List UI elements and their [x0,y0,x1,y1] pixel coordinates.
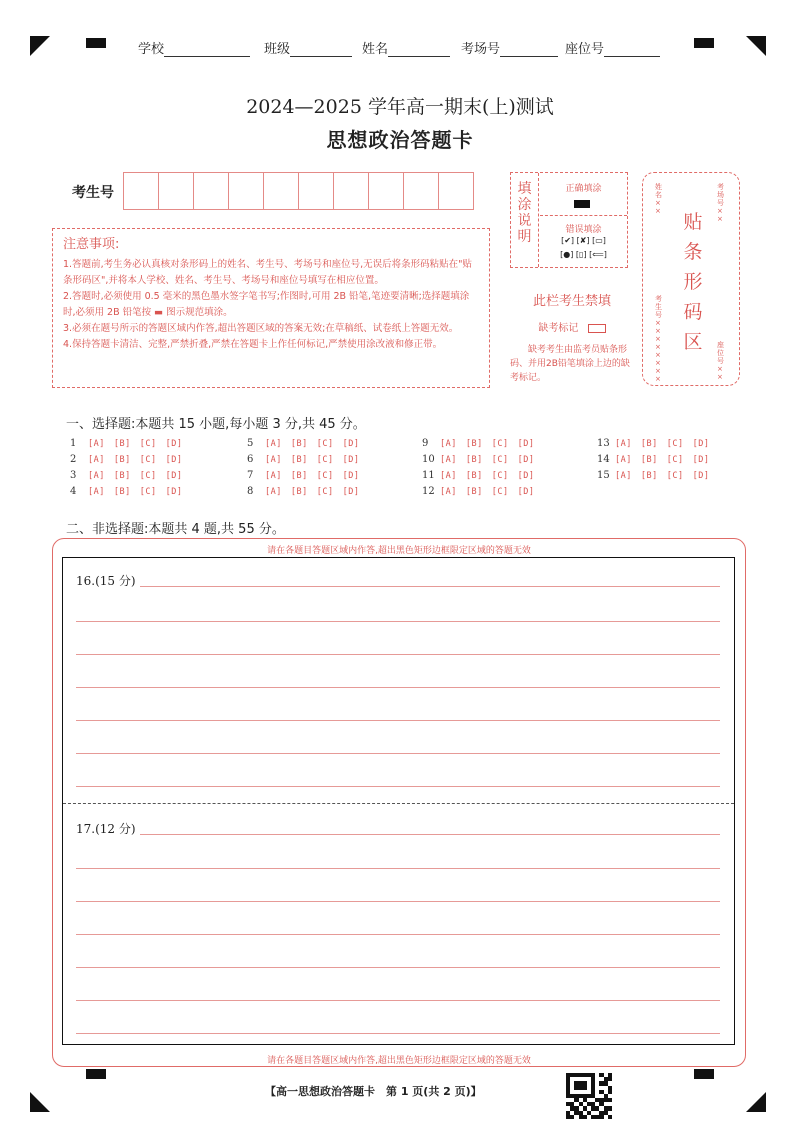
question-number: 8 [247,486,254,497]
choice-bubble[interactable]: [A] [88,487,105,497]
timing-mark [86,38,106,48]
choice-bubble[interactable]: [D] [342,439,360,449]
exam-number-cell[interactable] [298,172,334,210]
choice-bubble[interactable]: [B] [290,471,308,481]
question-number: 9 [422,438,429,449]
choice-question-row [422,454,543,465]
answer-line[interactable] [76,1033,720,1034]
exam-number-grid[interactable] [124,172,474,210]
class-label: 班级 [264,42,291,57]
class-field[interactable] [264,38,352,57]
exam-number-cell[interactable] [158,172,194,210]
choice-bubble[interactable]: [A] [88,455,105,465]
question-number: 5 [247,438,254,449]
notice-item: 3.必须在题号所示的答题区域内作答,超出答题区域的答案无效;在草稿纸、试卷纸上答题无效。 [63,323,459,334]
choice-bubble[interactable]: [D] [517,487,535,497]
notice-item: 4.保持答题卡清洁、完整,严禁折叠,严禁在答题卡上作任何标记,严禁使用涂改液和修正带。 [63,339,443,350]
wrong-fill-samples-row1: [✔] [✘] [▭] [561,236,606,245]
answer-line[interactable] [76,654,720,655]
choice-question-row [422,470,543,481]
school-label: 学校 [138,42,165,57]
fill-guide-side-label: 填涂说明 [511,173,539,267]
choice-bubble[interactable]: [A] [265,471,282,481]
question-number: 14 [597,454,610,465]
choice-bubble[interactable]: [D] [165,487,183,497]
choice-bubble[interactable]: [A] [88,439,105,449]
choice-bubble[interactable]: [B] [113,455,131,465]
choice-question-row [247,454,368,465]
absent-section [510,290,634,385]
timing-mark [694,38,714,48]
question-number: 7 [247,470,254,481]
choice-bubble[interactable]: [B] [465,439,483,449]
choice-bubble[interactable]: [C] [316,455,334,465]
absent-mark-label: 缺考标记 [538,323,579,334]
absent-note: 缺考考生由监考员贴条形码、并用2B铅笔填涂上边的缺考标记。 [510,345,630,383]
absent-mark-row [510,319,634,334]
choice-bubble[interactable]: [A] [440,439,457,449]
choice-bubble[interactable]: [C] [139,471,157,481]
choice-bubble[interactable]: [B] [640,471,658,481]
choice-bubble[interactable]: [C] [666,471,684,481]
choice-bubble[interactable]: [D] [165,439,183,449]
barcode-student-no-tag: 考生号×××××××× [655,295,662,383]
exam-number-cell[interactable] [263,172,299,210]
choice-bubble[interactable]: [B] [640,439,658,449]
choice-bubble[interactable]: [A] [265,455,282,465]
answer-line[interactable] [76,621,720,622]
name-label: 姓名 [362,42,389,57]
choice-bubble[interactable]: [A] [615,455,632,465]
barcode-area-label: 贴条形码区 [683,211,703,353]
section2-title: 二、非选择题:本题共 4 题,共 55 分。 [66,522,285,537]
choice-bubble[interactable]: [C] [491,471,509,481]
choice-question-row [597,454,718,465]
answer-line[interactable] [140,586,720,587]
page-footer: 【高一思想政治答题卡 第 1 页(共 2 页)】 [265,1085,482,1098]
corner-mark-top-right [746,36,766,56]
choice-bubble[interactable]: [B] [113,439,131,449]
corner-mark-bottom-left [30,1092,50,1112]
choice-question-row [247,470,368,481]
school-field[interactable] [138,38,250,57]
choice-bubble[interactable]: [C] [139,487,157,497]
qr-code [566,1073,612,1119]
choice-question-row [247,438,368,449]
corner-mark-bottom-right [746,1092,766,1112]
choice-bubble[interactable]: [C] [491,439,509,449]
choice-bubble[interactable]: [D] [692,471,710,481]
exam-room-label: 考场号 [461,42,501,57]
choice-bubble[interactable]: [C] [491,487,509,497]
choice-question-row [70,438,191,449]
choice-bubble[interactable]: [A] [440,455,457,465]
choice-bubble[interactable]: [D] [342,487,360,497]
choice-question-row [422,486,543,497]
choice-question-row [70,454,191,465]
choice-bubble[interactable]: [B] [465,471,483,481]
answer-line[interactable] [76,720,720,721]
choice-bubble[interactable]: [B] [290,487,308,497]
answer-line[interactable] [76,901,720,902]
question-number: 13 [597,438,610,449]
choice-bubble[interactable]: [D] [517,439,535,449]
choice-bubble[interactable]: [B] [290,455,308,465]
seat-label: 座位号 [565,42,605,57]
question-number: 10 [422,454,435,465]
choice-bubble[interactable]: [A] [615,471,632,481]
correct-fill-sample [574,200,590,208]
choice-bubble[interactable]: [C] [666,455,684,465]
choice-question-row [422,438,543,449]
choice-bubble[interactable]: [A] [88,471,105,481]
answer-line[interactable] [76,753,720,754]
notice-item: 2.答题时,必须使用 0.5 毫米的黑色墨水签字笔书写;作图时,可用 2B 铅笔,笔迹要清晰;选择题填涂时,必须用 2B 铅笔按 ▬ 图示规范填涂。 [63,291,470,318]
answer-line[interactable] [76,687,720,688]
area-warning-top: 请在各题目答题区域内作答,超出黑色矩形边框限定区域的答题无效 [267,546,531,556]
question-number: 2 [70,454,77,465]
answer-line[interactable] [76,786,720,787]
choice-question-row [247,486,368,497]
choice-bubble[interactable]: [C] [139,455,157,465]
fill-guide-box [510,172,628,268]
choice-question-row [597,470,718,481]
barcode-exam-no-tag: 考场号×× [717,183,724,223]
choice-bubble[interactable]: [B] [465,455,483,465]
choice-bubble[interactable]: [D] [165,471,183,481]
exam-number-cell[interactable] [368,172,404,210]
choice-bubble[interactable]: [A] [265,439,282,449]
answer-line[interactable] [76,1000,720,1001]
choice-question-row [70,486,191,497]
answer-line[interactable] [76,934,720,935]
timing-mark [694,1069,714,1079]
question-number: 12 [422,486,435,497]
answer-line[interactable] [140,834,720,835]
choice-bubble[interactable]: [D] [692,455,710,465]
seat-field[interactable] [565,38,660,57]
question-number: 6 [247,454,254,465]
choice-bubble[interactable]: [B] [465,487,483,497]
barcode-seat-tag: 座位号×× [717,341,724,381]
exam-number-cell[interactable] [438,172,474,210]
name-field[interactable] [362,38,450,57]
answer-line[interactable] [76,967,720,968]
barcode-name-tag: 姓名×× [655,183,662,215]
correct-fill-label: 正确填涂 [565,184,602,194]
choice-bubble[interactable]: [B] [290,439,308,449]
page-subtitle: 思想政治答题卡 [326,128,474,152]
question-number: 1 [70,438,77,449]
exam-number-cell[interactable] [403,172,439,210]
exam-number-cell[interactable] [123,172,159,210]
choice-bubble[interactable]: [A] [440,471,457,481]
exam-number-cell[interactable] [193,172,229,210]
corner-mark-top-left [30,36,50,56]
choice-bubble[interactable]: [B] [640,455,658,465]
barcode-area [642,172,740,386]
choice-question-row [70,470,191,481]
wrong-fill-label: 错误填涂 [565,225,602,235]
choice-bubble[interactable]: [B] [113,487,131,497]
wrong-fill-samples-row2: [●] [▯] [⟸] [560,250,607,259]
answer-area-inner[interactable] [62,557,735,1045]
absent-mark-box[interactable] [588,324,606,333]
page-title: 2024—2025 学年高一期末(上)测试 [246,96,554,118]
question-number: 4 [70,486,77,497]
question-16-label: 16.(15 分) [76,574,136,588]
choice-bubble[interactable]: [D] [517,455,535,465]
choice-bubble[interactable]: [B] [113,471,131,481]
question-divider [63,803,734,804]
question-number: 15 [597,470,610,481]
exam-number-cell[interactable] [228,172,264,210]
choice-bubble[interactable]: [D] [165,455,183,465]
choice-bubble[interactable]: [A] [440,487,457,497]
exam-room-field[interactable] [461,38,558,57]
exam-number-label: 考生号 [72,185,114,201]
question-number: 3 [70,470,77,481]
answer-line[interactable] [76,868,720,869]
choice-bubble[interactable]: [A] [265,487,282,497]
choice-bubble[interactable]: [D] [517,471,535,481]
question-number: 11 [422,470,435,481]
choice-bubble[interactable]: [D] [342,471,360,481]
notice-heading: 注意事项: [63,237,120,252]
choice-bubble[interactable]: [C] [139,439,157,449]
question-17-label: 17.(12 分) [76,822,136,836]
area-warning-bottom: 请在各题目答题区域内作答,超出黑色矩形边框限定区域的答题无效 [267,1056,531,1066]
notice-box [52,228,490,388]
choice-bubble[interactable]: [C] [666,439,684,449]
section1-title: 一、选择题:本题共 15 小题,每小题 3 分,共 45 分。 [66,417,366,432]
choice-bubble[interactable]: [D] [342,455,360,465]
absent-title: 此栏考生禁填 [532,294,611,309]
choice-bubble[interactable]: [D] [692,439,710,449]
notice-item: 1.答题前,考生务必认真核对条形码上的姓名、考生号、考场号和座位号,无误后将条形码粘贴在"贴条形码区",并将本人学校、姓名、考生号、考场号和座位号填写在相应位置。 [63,259,472,286]
choice-bubble[interactable]: [C] [316,471,334,481]
choice-bubble[interactable]: [C] [491,455,509,465]
choice-bubble[interactable]: [C] [316,487,334,497]
choice-question-row [597,438,718,449]
choice-bubble[interactable]: [C] [316,439,334,449]
choice-bubble[interactable]: [A] [615,439,632,449]
exam-number-cell[interactable] [333,172,369,210]
timing-mark [86,1069,106,1079]
